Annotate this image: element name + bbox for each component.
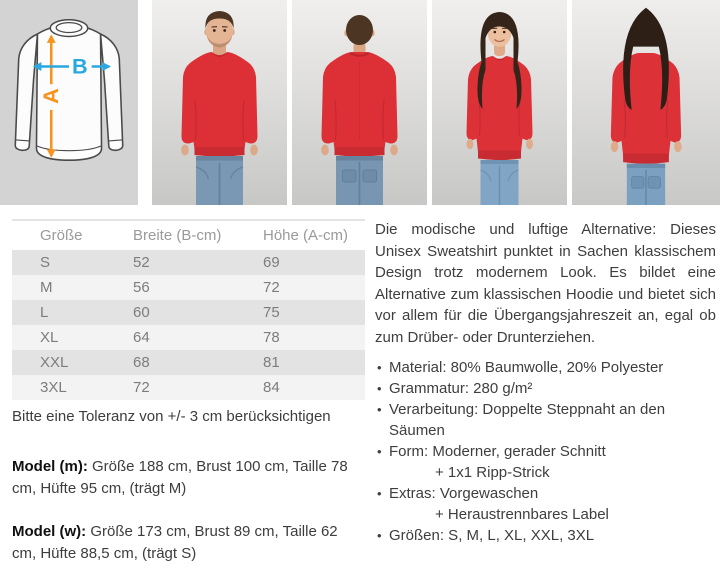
male-model-back-photo — [292, 0, 427, 205]
model-w-label: Model (w): — [12, 523, 87, 540]
size-row-m — [12, 275, 365, 300]
size-diagram-image[interactable] — [0, 0, 138, 205]
spec-text: Material: 80% Baumwolle, 20% Polyester — [389, 359, 664, 376]
col-header-breite: Breite (B-cm) — [133, 220, 263, 250]
product-info-area — [0, 205, 720, 565]
sweatshirt-measurement-diagram-icon — [0, 0, 138, 205]
height-arrow-label: A — [38, 88, 64, 104]
breite-value: 68 — [133, 354, 150, 371]
size-info-column — [12, 219, 365, 565]
spec-text: Form: Moderner, gerader Schnitt — [389, 443, 606, 460]
spec-text: Extras: Vorgewaschen — [389, 485, 539, 502]
size-row-3xl — [12, 375, 365, 400]
size-row-xxl — [12, 350, 365, 375]
size-table — [12, 219, 365, 400]
model-measurements-w — [12, 521, 362, 565]
model-m-label: Model (m): — [12, 458, 88, 475]
size-label: XXL — [40, 354, 69, 371]
female-model-front-photo — [432, 0, 567, 205]
spec-text: Grammatur: 280 g/m² — [389, 380, 533, 397]
size-table-header-row — [12, 220, 365, 250]
spec-material — [377, 357, 716, 378]
breite-value: 64 — [133, 329, 150, 346]
product-description: Die modische und luftige Alternative: Dieses Unisex Sweatshirt punktet in Sachen klassischem Design trotz modernem Look. Es bildet eine Alternative zum klassischen Hoodie und bietet sich vor allem für die Übergangsjahreszeit an, egal ob zum Drüber- oder Drunterziehen. — [375, 221, 716, 346]
size-label: 3XL — [40, 379, 67, 396]
col-header-hoehe: Höhe (A-cm) — [263, 220, 365, 250]
size-row-s — [12, 250, 365, 275]
hoehe-value: 78 — [263, 329, 280, 346]
breite-value: 60 — [133, 304, 150, 321]
tolerance-note: Bitte eine Toleranz von +/- 3 cm berücksichtigen — [12, 408, 331, 425]
product-image-gallery — [0, 0, 720, 205]
col-header-groesse: Größe — [12, 220, 133, 250]
spec-verarbeitung — [377, 399, 716, 441]
size-row-xl — [12, 325, 365, 350]
description-column — [375, 219, 716, 565]
product-specs-list — [375, 357, 716, 546]
product-photo-female-back[interactable] — [572, 0, 720, 205]
hoehe-value: 72 — [263, 279, 280, 296]
hoehe-value: 69 — [263, 254, 280, 271]
product-photo-male-back[interactable] — [292, 0, 427, 205]
spec-groessen — [377, 525, 716, 546]
product-photo-female-front[interactable] — [432, 0, 567, 205]
size-label: L — [40, 304, 49, 321]
breite-value: 72 — [133, 379, 150, 396]
product-photo-male-front[interactable] — [152, 0, 287, 205]
female-model-back-photo — [572, 0, 720, 205]
size-label: M — [40, 279, 53, 296]
hoehe-value: 81 — [263, 354, 280, 371]
spec-grammatur — [377, 378, 716, 399]
size-label: XL — [40, 329, 59, 346]
breite-value: 52 — [133, 254, 150, 271]
spec-form-sub: + 1x1 Ripp-Strick — [435, 464, 550, 481]
model-measurements-m — [12, 456, 362, 500]
model-m-text: Größe 188 cm, Brust 100 cm, Taille 78 cm, Hüfte 95 cm, (trägt M) — [12, 458, 348, 497]
breite-value: 56 — [133, 279, 150, 296]
size-row-l — [12, 300, 365, 325]
male-model-front-photo — [152, 0, 287, 205]
hoehe-value: 84 — [263, 379, 280, 396]
width-arrow-label: B — [72, 53, 88, 79]
spec-text: Verarbeitung: Doppelte Steppnaht an den Säumen — [389, 401, 666, 439]
spec-extras — [377, 483, 716, 525]
spec-extras-sub: + Heraustrennbares Label — [435, 506, 609, 523]
model-w-text: Größe 173 cm, Brust 89 cm, Taille 62 cm, Hüfte 88,5 cm, (trägt S) — [12, 523, 338, 562]
spec-form — [377, 441, 716, 483]
spec-text: Größen: S, M, L, XL, XXL, 3XL — [389, 527, 595, 544]
hoehe-value: 75 — [263, 304, 280, 321]
size-label: S — [40, 254, 51, 271]
